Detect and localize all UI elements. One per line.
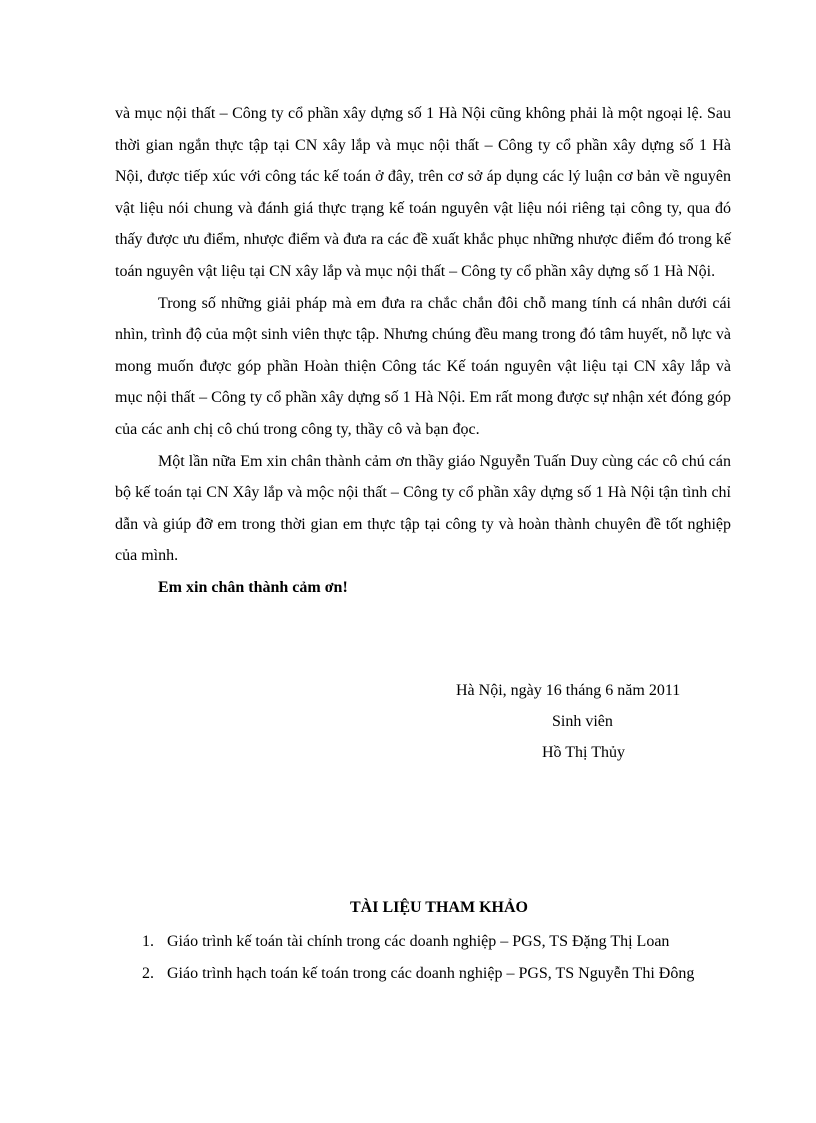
references-heading: TÀI LIỆU THAM KHẢO	[350, 899, 528, 916]
paragraph-thanks: Một lần nữa Em xin chân thành cảm ơn thầy giáo Nguyễn Tuấn Duy cùng các cô chú cán bộ kế toán tại CN Xây lắp và mộc nội thất – Công ty cổ phần xây dựng số 1 Hà Nội tận tình chỉ dẫn và giúp đỡ em trong thời gian em thực tập tại công ty và hoàn thành chuyên đề tốt nghiệp của mình.	[115, 452, 731, 565]
closing-thanks: Em xin chân thành cảm ơn!	[158, 578, 348, 596]
signature-role: Sinh viên	[552, 713, 613, 730]
body-text	[115, 98, 731, 604]
reference-text: Giáo trình kế toán tài chính trong các doanh nghiệp – PGS, TS Đặng Thị Loan	[167, 933, 670, 950]
reference-item	[115, 926, 731, 958]
signature-date: Hà Nội, ngày 16 tháng 6 năm 2011	[456, 682, 681, 699]
paragraph-solutions: Trong số những giải pháp mà em đưa ra chắc chắn đôi chỗ mang tính cá nhân dưới cái nhìn, trình độ của một sinh viên thực tập. Nhưng chúng đều mang trong đó tâm huyết, nỗ lực và mong muốn được góp phần Hoàn thiện Công tác Kế toán nguyên vật liệu tại CN xây lắp và mục nội thất – Công ty cổ phần xây dựng số 1 Hà Nội. Em rất mong được sự nhận xét đóng góp của các anh chị cô chú trong công ty, thầy cô và bạn đọc.	[115, 294, 731, 438]
reference-item	[115, 958, 731, 990]
paragraph-conclusion-context: và mục nội thất – Công ty cổ phần xây dựng số 1 Hà Nội cũng không phải là một ngoại lệ. Sau thời gian ngắn thực tập tại CN xây lắp và mục nội thất – Công ty cổ phần xây dựng số 1 Hà Nội, được tiếp xúc với công tác kế toán ở đây, trên cơ sở áp dụng các lý luận cơ bản về nguyên vật liệu nói chung và đánh giá thực trạng kế toán nguyên vật liệu nói riêng tại công ty, qua đó thấy được ưu điểm, nhược điểm và đưa ra các đề xuất khắc phục những nhược điểm đó trong kế toán nguyên vật liệu tại CN xây lắp và mục nội thất – Công ty cổ phần xây dựng số 1 Hà Nội.	[115, 105, 731, 280]
references-list	[115, 926, 731, 989]
reference-number: 1.	[142, 933, 154, 950]
signature-name: Hồ Thị Thủy	[542, 744, 625, 761]
reference-number: 2.	[142, 964, 154, 982]
reference-text: Giáo trình hạch toán kế toán trong các doanh nghiệp – PGS, TS Nguyễn Thi Đông	[167, 964, 695, 982]
